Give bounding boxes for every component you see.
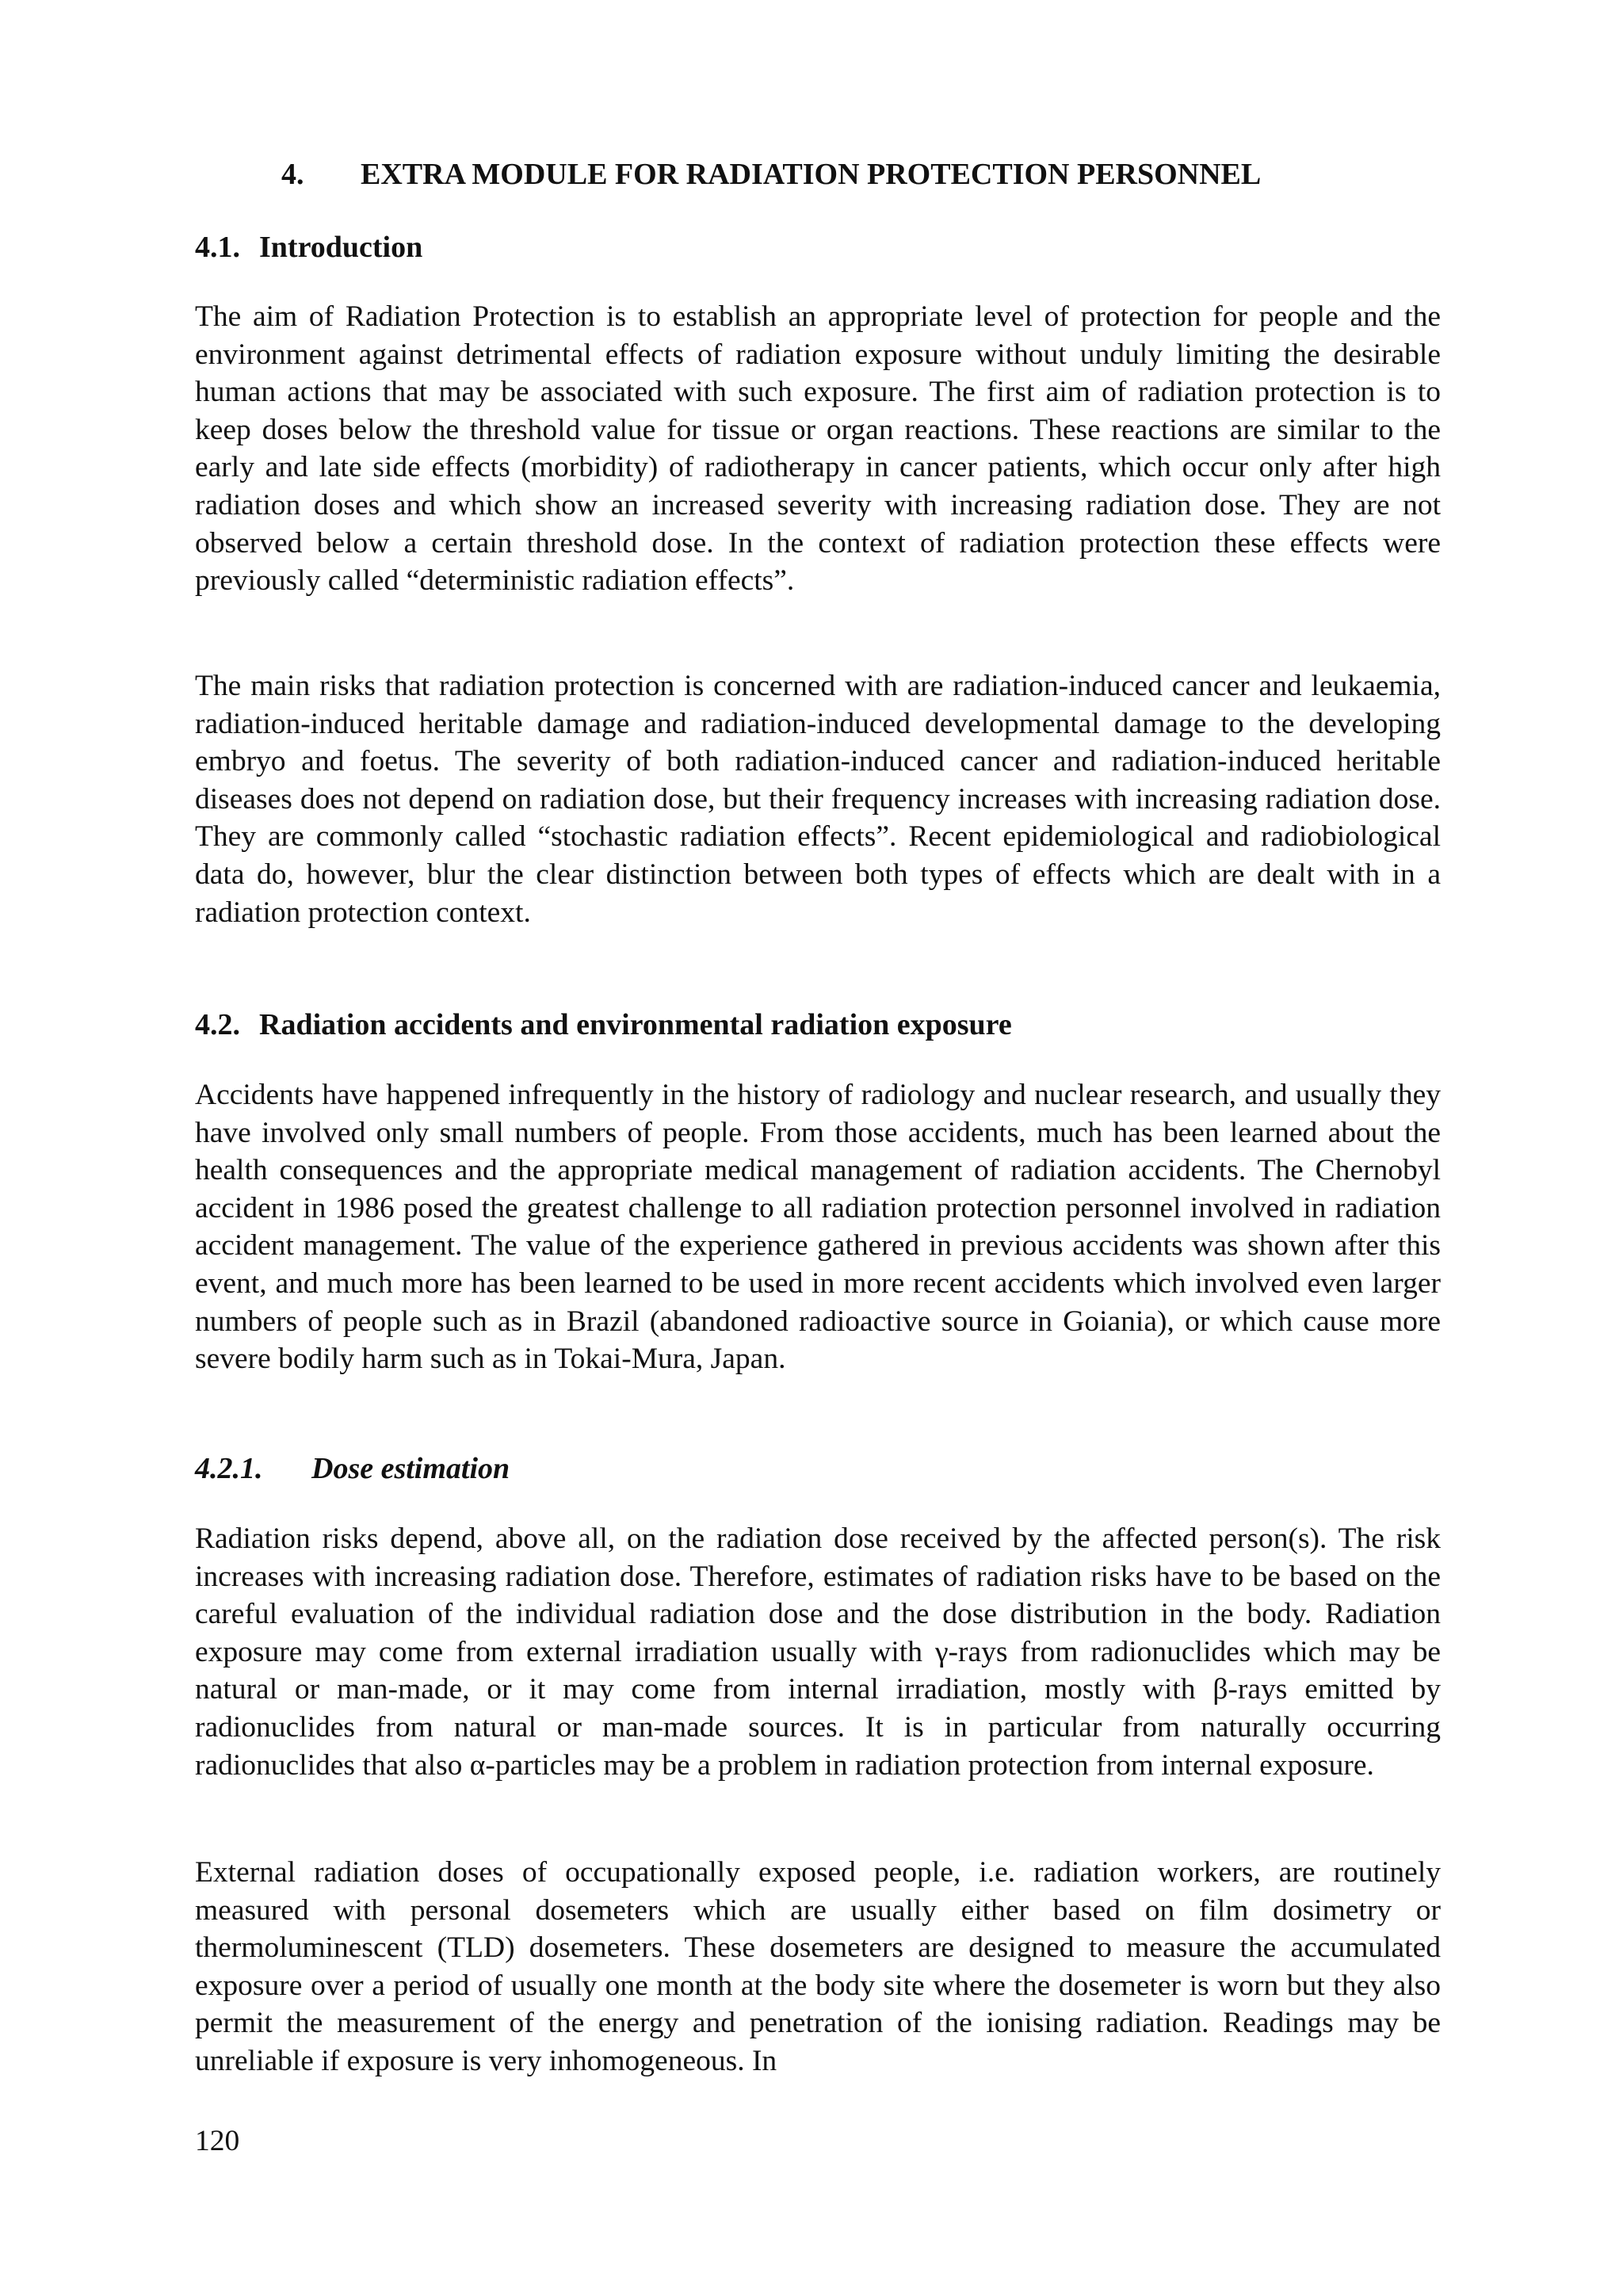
paragraph-introduction-2 bbox=[195, 667, 1441, 931]
paragraph-accidents-1 bbox=[195, 1076, 1441, 1378]
subsection-heading-dose-estimation bbox=[195, 1449, 1441, 1488]
paragraph: External radiation doses of occupationally exposed people, i.e. radiation workers, are routinely measured with personal dosemeters which are usually either based on film dosimetry or thermoluminescent (TLD) dosemeters. These dosemeters are designed to measure the accumulated exposure over a period of usually one month at the body site where the dosemeter is worn but they also permit the measurement of the energy and penetration of the ionising radiation. Readings may be unreliable if exposure is very inhomogeneous. In bbox=[195, 1856, 1441, 2077]
subsection-title: Dose estimation bbox=[311, 1452, 510, 1485]
paragraph: Radiation risks depend, above all, on the radiation dose received by the affected person(s). The risk increases with increasing radiation dose. Therefore, estimates of radiation risks have to be based on the careful evaluation of the individual radiation dose and the dose distribution in the body. Radiation exposure may come from external irradiation usually with γ-rays from radionuclides which may be natural or man-made, or it may come from internal irradiation, mostly with β-rays emitted by radionuclides from natural or man-made sources. It is in particular from naturally occurring radionuclides that also α-particles may be a problem in radiation protection from internal exposure. bbox=[195, 1522, 1441, 1782]
paragraph-introduction-1 bbox=[195, 298, 1441, 600]
section-number: 4.2. bbox=[195, 1008, 240, 1041]
chapter-number: 4. bbox=[281, 158, 304, 191]
section-heading-accidents bbox=[195, 1005, 1441, 1045]
page-number: 120 bbox=[195, 2125, 240, 2157]
paragraph: The main risks that radiation protection is concerned with are radiation-induced cancer and leukaemia, radiation-induced heritable damage and radiation-induced developmental damage to the developing embryo and foetus. The severity of both radiation-induced cancer and radiation-induced heritable diseases does not depend on radiation dose, but their frequency increases with increasing radiation dose. They are commonly called “stochastic radiation effects”. Recent epidemiological and radiobiological data do, however, blur the clear distinction between both types of effects which are dealt with in a radiation protection context. bbox=[195, 670, 1441, 929]
section-heading-introduction bbox=[195, 227, 1441, 267]
paragraph-dose-estimation-1 bbox=[195, 1520, 1441, 1784]
paragraph-dose-estimation-2 bbox=[195, 1854, 1441, 2080]
subsection-number: 4.2.1. bbox=[195, 1452, 263, 1485]
chapter-title bbox=[281, 155, 1261, 194]
section-number: 4.1. bbox=[195, 231, 240, 264]
paragraph: Accidents have happened infrequently in the history of radiology and nuclear research, and usually they have involved only small numbers of people. From those accidents, much has been learned about the health consequences and the appropriate medical management of radiation accidents. The Chernobyl accident in 1986 posed the greatest challenge to all radiation protection personnel involved in radiation accident management. The value of the experience gathered in previous accidents was shown after this event, and much more has been learned to be used in more recent accidents which involved even larger numbers of people such as in Brazil (abandoned radioactive source in Goiania), or which cause more severe bodily harm such as in Tokai-Mura, Japan. bbox=[195, 1079, 1441, 1376]
chapter-title-text: EXTRA MODULE FOR RADIATION PROTECTION PERSONNEL bbox=[361, 158, 1262, 191]
section-title: Introduction bbox=[259, 231, 423, 264]
section-title: Radiation accidents and environmental radiation exposure bbox=[259, 1008, 1012, 1041]
paragraph: The aim of Radiation Protection is to establish an appropriate level of protection for people and the environment against detrimental effects of radiation exposure without unduly limiting the desirable human actions that may be associated with such exposure. The first aim of radiation protection is to keep doses below the threshold value for tissue or organ reactions. These reactions are similar to the early and late side effects (morbidity) of radiotherapy in cancer patients, which occur only after high radiation doses and which show an increased severity with increasing radiation dose. They are not observed below a certain threshold dose. In the context of radiation protection these effects were previously called “deterministic radiation effects”. bbox=[195, 300, 1441, 598]
